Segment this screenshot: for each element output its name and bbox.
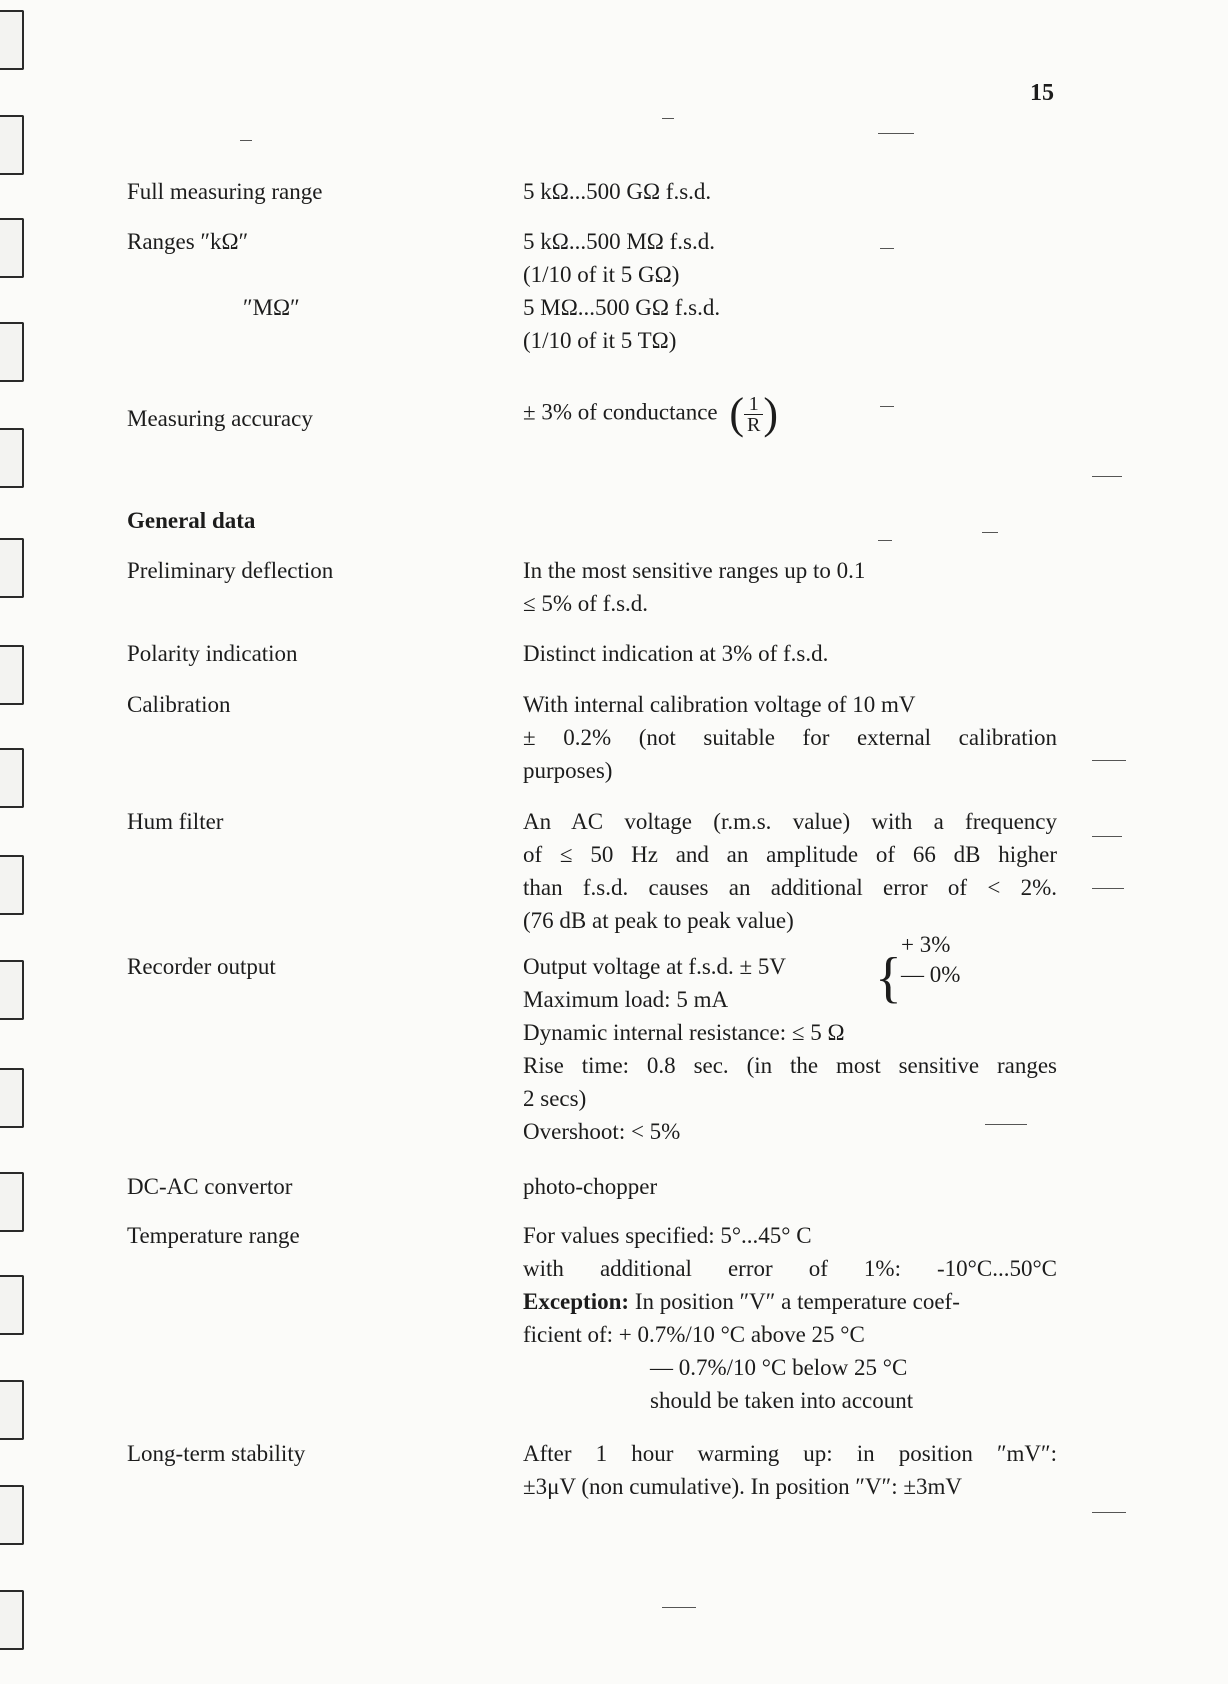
spec-label: Recorder output <box>127 954 276 979</box>
exception-label: Exception: <box>523 1289 630 1314</box>
spec-value: With internal calibration voltage of 10 mV ± 0.2% (not suitable for external calibration purposes) <box>523 692 1057 783</box>
spec-value: Output voltage at f.s.d. ± 5V { + 3% — 0% Maximum load: 5 mA Dynamic internal resistance: ≤ 5 Ω Rise time: 0.8 sec. (in the most sensitive ranges 2 secs) Overshoot: < 5% <box>523 932 1057 1144</box>
spec-label: Temperature range <box>127 1223 300 1248</box>
tolerance-minus: — 0% <box>901 962 961 987</box>
spec-label: DC-AC convertor <box>127 1174 293 1199</box>
spec-value: In the most sensitive ranges up to 0.1 ≤ 5% of f.s.d. <box>523 558 866 616</box>
spec-value: For values specified: 5°...45° C with additional error of 1%: -10°C...50°C Exception: In position ″V″ a temperature coef- ficient of: + 0.7%/10 °C above 25 °C — 0.7%/10 °C below 25 °C should be taken into account <box>523 1223 1057 1413</box>
spec-label: Ranges ″kΩ″ <box>127 229 249 254</box>
section-heading-general-data: General data <box>127 508 256 533</box>
tolerance-brace: { <box>875 947 902 1009</box>
conductance-fraction: ( $\frac{1}{R}$ ) <box>729 389 779 438</box>
spec-value: Distinct indication at 3% of f.s.d. <box>523 641 829 666</box>
binding-holes <box>0 0 30 1684</box>
spec-label: Long-term stability <box>127 1441 306 1466</box>
spec-label: Polarity indication <box>127 641 298 666</box>
spec-value: An AC voltage (r.m.s. value) with a frequency of ≤ 50 Hz and an amplitude of 66 dB higher than f.s.d. causes an additional error of < 2%. (76 dB at peak to peak value) <box>523 809 1057 933</box>
spec-value: 5 MΩ...500 GΩ f.s.d. (1/10 of it 5 TΩ) <box>523 295 721 353</box>
spec-value: After 1 hour warming up: in position ″mV″: ±3μV (non cumulative). In position ″V″: ±3mV <box>523 1441 1057 1499</box>
spec-label: Measuring accuracy <box>127 406 313 431</box>
spec-value: 5 kΩ...500 MΩ f.s.d. (1/10 of it 5 GΩ) <box>523 229 715 287</box>
spec-value: ± 3% of conductance ( $\frac{1}{R}$ ) <box>523 389 779 438</box>
spec-label: ″MΩ″ <box>243 295 300 320</box>
spec-value: 5 kΩ...500 GΩ f.s.d. <box>523 179 712 204</box>
spec-value: photo-chopper <box>523 1174 658 1199</box>
spec-label: Full measuring range <box>127 179 323 204</box>
spec-label: Preliminary deflection <box>127 558 334 583</box>
tolerance-plus: + 3% <box>901 932 951 957</box>
spec-label: Calibration <box>127 692 231 717</box>
page-number: 15 <box>1030 80 1054 106</box>
spec-label: Hum filter <box>127 809 224 834</box>
